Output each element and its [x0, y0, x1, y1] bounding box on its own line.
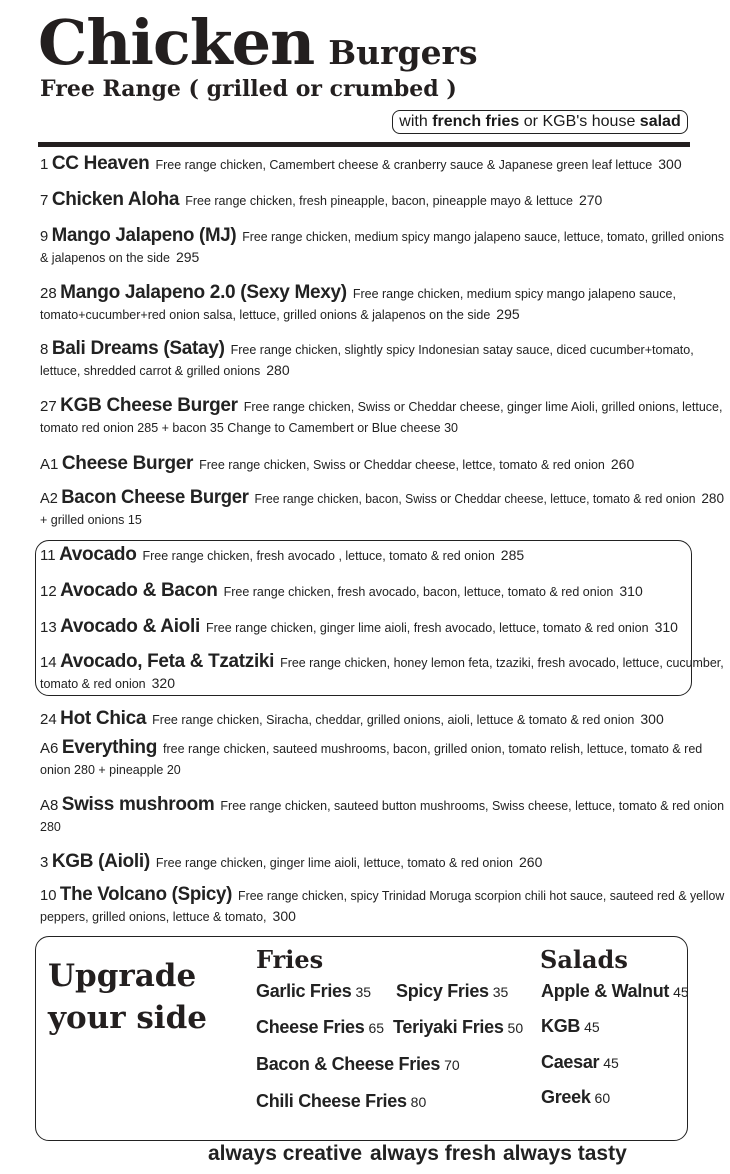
item-number: 11	[40, 547, 56, 564]
side-price: 80	[410, 1094, 427, 1110]
item-price: 280	[266, 362, 290, 378]
side-name: Greek	[541, 1087, 591, 1107]
side-name: Spicy Fries	[396, 981, 489, 1001]
side-price: 35	[355, 984, 372, 1000]
item-description: Free range chicken, fresh avocado, bacon, lettuce, tomato & red onion	[223, 585, 614, 599]
item-number: A6	[40, 740, 59, 757]
item-price: 320	[151, 675, 175, 691]
item-number: A8	[40, 797, 59, 814]
item-description: Free range chicken, fresh avocado , lettuce, tomato & red onion	[142, 549, 495, 563]
item-price: 280	[701, 490, 725, 506]
item-description-cont: + grilled onions 15	[40, 513, 142, 527]
item-number: 24	[40, 711, 57, 728]
with-salad: salad	[639, 113, 681, 130]
item-description: Free range chicken, ginger lime aioli, fresh avocado, lettuce, tomato & red onion	[205, 621, 649, 635]
item-name: Everything	[61, 737, 158, 758]
menu-item	[40, 224, 725, 267]
item-name: Avocado	[59, 544, 137, 565]
item-name: Swiss mushroom	[61, 794, 215, 815]
with-prefix: with	[399, 113, 428, 130]
side-name: Bacon & Cheese Fries	[256, 1054, 441, 1074]
fries-option	[256, 1017, 384, 1038]
menu-item	[40, 650, 724, 693]
tagline-fresh: always fresh	[370, 1142, 497, 1165]
menu-item	[40, 736, 703, 779]
item-name: Chicken Aloha	[51, 189, 180, 210]
item-name: Bacon Cheese Burger	[61, 487, 249, 508]
item-description: Free range chicken, Camembert cheese & cranberry sauce & Japanese green leaf lettuce	[155, 158, 653, 172]
item-name: Bali Dreams (Satay)	[51, 338, 225, 359]
item-price: 300	[272, 908, 296, 924]
menu-item	[40, 707, 695, 732]
salad-option	[541, 1016, 600, 1037]
item-description-cont: & jalapenos on the side	[40, 251, 170, 265]
item-number: 27	[40, 398, 57, 415]
menu-item	[40, 543, 695, 568]
item-price: 300	[640, 711, 664, 727]
item-name: KGB (Aioli)	[51, 851, 150, 872]
item-description: Free range chicken, ginger lime aioli, lettuce, tomato & red onion	[155, 856, 513, 870]
title-chicken: Chicken	[38, 6, 315, 79]
item-number: A2	[40, 490, 58, 507]
item-number: 10	[40, 887, 57, 904]
salad-option	[541, 1052, 619, 1073]
fries-option	[256, 1054, 460, 1075]
item-number: 12	[40, 583, 57, 600]
menu-subtitle: Free Range ( grilled or crumbed )	[40, 76, 457, 102]
menu-item	[40, 793, 725, 836]
item-description-cont: tomato red onion 285 + bacon 35 Change to Camembert or Blue cheese 30	[40, 421, 458, 435]
item-name: Mango Jalapeno 2.0 (Sexy Mexy)	[60, 282, 347, 303]
item-description: Free range chicken, spicy Trinidad Moruga scorpion chili hot sauce, sauteed red & yellow	[238, 889, 725, 903]
item-number: 9	[40, 228, 49, 245]
menu-item	[40, 394, 723, 437]
item-name: Avocado & Bacon	[60, 580, 218, 601]
item-price: 300	[658, 156, 682, 172]
item-description-cont: lettuce, shredded carrot & grilled onions	[40, 364, 261, 378]
item-price: 310	[654, 619, 678, 635]
side-price: 35	[492, 984, 509, 1000]
salad-option	[541, 1087, 610, 1108]
side-price: 65	[368, 1020, 385, 1036]
side-name: Caesar	[541, 1052, 600, 1072]
side-name: KGB	[541, 1016, 581, 1036]
upgrade-title	[48, 955, 207, 1039]
item-description-cont: tomato & red onion	[40, 677, 146, 691]
salad-option	[541, 981, 689, 1002]
item-price: 270	[578, 192, 603, 208]
tagline-tasty: always tasty	[503, 1142, 627, 1165]
upgrade-title-line2: your side	[48, 1000, 207, 1036]
menu-item	[40, 615, 695, 640]
item-description: Free range chicken, Swiss or Cheddar cheese, lettce, tomato & red onion	[199, 458, 605, 472]
item-name: Avocado, Feta & Tzatziki	[60, 651, 275, 672]
fries-option	[256, 981, 371, 1002]
tagline-creative: always creative	[208, 1142, 363, 1165]
side-name: Teriyaki Fries	[393, 1017, 504, 1037]
item-description: Free range chicken, medium spicy mango jalapeno sauce,	[352, 287, 676, 301]
item-description: Free range chicken, slightly spicy Indonesian satay sauce, diced cucumber+tomato,	[230, 343, 694, 357]
menu-item	[40, 152, 695, 177]
item-name: CC Heaven	[51, 153, 150, 174]
fries-heading: Fries	[256, 945, 324, 974]
side-name: Apple & Walnut	[541, 981, 670, 1001]
item-description: Free range chicken, fresh pineapple, bacon, pineapple mayo & lettuce	[185, 194, 573, 208]
upgrade-title-line1: Upgrade	[48, 958, 197, 994]
item-price: 295	[496, 306, 520, 322]
item-description-cont: tomato+cucumber+red onion salsa, lettuce, grilled onions & jalapenos on the side	[40, 308, 491, 322]
menu-item	[40, 188, 695, 213]
item-description-cont: 280	[40, 820, 61, 834]
fries-option	[396, 981, 508, 1002]
item-price: 285	[500, 547, 525, 563]
title-burgers: Burgers	[328, 33, 478, 72]
item-number: 13	[40, 619, 57, 636]
menu-item	[40, 337, 695, 380]
fries-option	[393, 1017, 523, 1038]
item-number: 28	[40, 285, 57, 302]
item-name: Avocado & Aioli	[60, 616, 200, 637]
menu-item	[40, 579, 695, 604]
title-divider	[38, 142, 690, 147]
item-description-cont: onion 280 + pineapple 20	[40, 763, 181, 777]
menu-item	[40, 281, 695, 324]
item-description-cont: peppers, grilled onions, lettuce & tomato,	[40, 910, 267, 924]
side-price: 45	[603, 1055, 619, 1071]
item-description: Free range chicken, Swiss or Cheddar cheese, ginger lime Aioli, grilled onions, lettuce,	[243, 400, 723, 414]
side-price: 45	[584, 1019, 600, 1035]
with-mid: or KGB's house	[523, 113, 636, 130]
item-number: A1	[40, 456, 59, 473]
item-number: 7	[40, 192, 49, 209]
fries-option	[256, 1091, 426, 1112]
item-number: 1	[40, 156, 49, 173]
item-price: 260	[610, 456, 635, 472]
footer-tagline	[0, 1142, 730, 1172]
menu-item	[40, 883, 725, 926]
item-name: Mango Jalapeno (MJ)	[51, 225, 237, 246]
side-price: 50	[507, 1020, 524, 1036]
side-price: 70	[444, 1057, 460, 1073]
menu-item	[40, 452, 695, 477]
item-name: Cheese Burger	[61, 453, 194, 474]
item-name: The Volcano (Spicy)	[59, 884, 233, 905]
item-description: Free range chicken, Siracha, cheddar, grilled onions, aioli, lettuce & tomato & red onion	[152, 713, 635, 727]
item-number: 8	[40, 341, 49, 358]
item-description: Free range chicken, honey lemon feta, tzaziki, fresh avocado, lettuce, cucumber,	[280, 656, 724, 670]
salads-heading: Salads	[540, 945, 628, 974]
menu-item	[40, 486, 725, 529]
item-description: Free range chicken, medium spicy mango jalapeno sauce, lettuce, tomato, grilled onions	[242, 230, 725, 244]
item-price: 310	[619, 583, 643, 599]
item-number: 3	[40, 854, 49, 871]
item-description: free range chicken, sauteed mushrooms, bacon, grilled onion, tomato relish, lettuce, tomato & red	[163, 742, 703, 756]
side-name: Cheese Fries	[256, 1017, 365, 1037]
sides-included-note	[392, 110, 688, 134]
item-description: Free range chicken, sauteed button mushrooms, Swiss cheese, lettuce, tomato & red onion	[220, 799, 725, 813]
item-name: Hot Chica	[60, 708, 147, 729]
menu-item	[40, 850, 695, 875]
with-fries: french fries	[432, 113, 520, 130]
item-price: 295	[175, 249, 200, 265]
side-name: Chili Cheese Fries	[256, 1091, 407, 1111]
item-description: Free range chicken, bacon, Swiss or Cheddar cheese, lettuce, tomato & red onion	[254, 492, 696, 506]
side-price: 60	[594, 1090, 611, 1106]
item-number: 14	[40, 654, 57, 671]
item-price: 260	[519, 854, 543, 870]
menu-title	[38, 6, 478, 79]
side-name: Garlic Fries	[256, 981, 352, 1001]
item-name: KGB Cheese Burger	[60, 395, 238, 416]
side-price: 45	[673, 984, 689, 1000]
